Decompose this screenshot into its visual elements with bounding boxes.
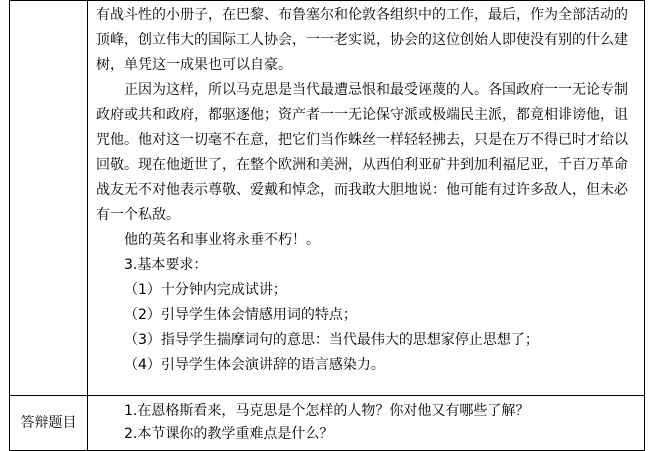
text-line: 他的英名和事业将永垂不朽！。 [124,232,320,248]
text-line: 顶峰，创立伟大的国际工人协会，一一老实说，协会的这位创始人即使没有别的什么建 [96,32,628,48]
text-line: 有一个私敌。 [96,207,180,223]
requirement-item: （1）十分钟内完成试讲； [124,282,287,298]
defense-questions-cell [88,396,645,451]
text-line: 回敬。现在他逝世了，在整个欧洲和美洲，从西伯利亚矿井到加利福尼亚，千百万革命 [96,157,628,173]
defense-row [10,396,645,451]
section-heading: 3.基本要求： [124,257,208,273]
main-label-cell [10,1,88,396]
question-item: 1.在恩格斯看来，马克思是个怎样的人物？你对他又有哪些了解？ [124,403,530,419]
text-line: 政府或共和政府，都驱逐他；资产者一一无论保守派或极端民主派，都竟相诽谤他，诅 [96,107,628,123]
main-content-cell [88,1,645,396]
question-item: 2.本节课你的教学重难点是什么？ [124,426,334,442]
requirement-item: （4）引导学生体会演讲辞的语言感染力。 [124,357,385,373]
text-line: 正因为这样，所以马克思是当代最遭忌恨和最受诬蔑的人。各国政府一一无论专制 [124,82,628,98]
requirement-item: （3）指导学生揣摩词句的意思：当代最伟大的思想家停止思想了； [124,332,539,348]
defense-questions [88,396,644,446]
main-content [88,1,644,378]
text-line: 战友无不对他表示尊敬、爱戴和悼念，而我敢大胆地说：他可能有过许多敌人，但未必 [96,182,628,198]
requirement-item: （2）引导学生体会情感用词的特点； [124,307,357,323]
main-row [10,1,645,396]
text-line: 有战斗性的小册子，在巴黎、布鲁塞尔和伦敦各组织中的工作，最后，作为全部活动的 [96,7,628,23]
defense-label: 答辩题目 [10,396,88,451]
text-line: 树，单凭这一成果也可以自豪。 [96,57,292,73]
document-table [9,0,645,451]
text-line: 咒他。他对这一切毫不在意，把它们当作蛛丝一样轻轻拂去，只是在万不得已时才给以 [96,132,628,148]
